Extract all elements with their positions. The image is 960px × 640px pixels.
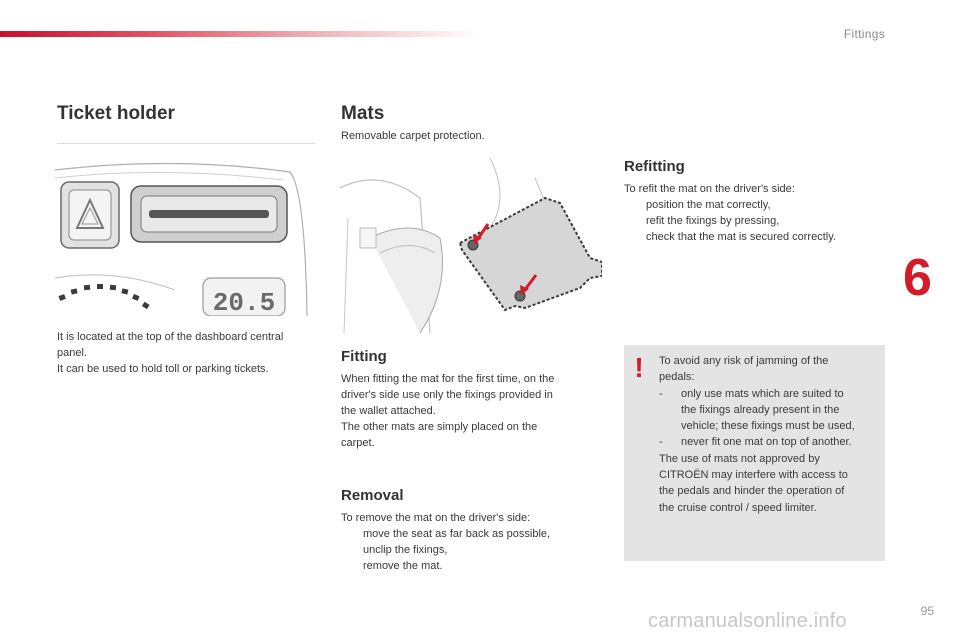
ticket-slot <box>149 210 269 218</box>
refitting-intro: To refit the mat on the driver's side: <box>624 183 795 195</box>
list-item: move the seat as far back as possible, <box>363 528 551 540</box>
refitting-steps <box>624 197 836 245</box>
page-number: 95 <box>920 604 934 618</box>
floor-mat-illustration <box>340 158 602 333</box>
removal-title: Removal <box>341 487 404 504</box>
refitting-title: Refitting <box>624 158 685 175</box>
mats-intro: Removable carpet protection. <box>341 130 485 142</box>
list-item: - never fit one mat on top of another. <box>659 436 852 449</box>
ticket-holder-text: It is located at the top of the dashboard central panel. It can be used to hold toll or parking tickets. <box>57 331 284 375</box>
list-item: remove the mat. <box>363 560 443 572</box>
list-item: position the mat correctly, <box>646 199 771 211</box>
warning-text: To avoid any risk of jamming of the pedals: - only use mats which are suited to the fixings already present in the vehicle; these fixings must be used, - never fit one mat on top of another. The use of mats not approved by CITROËN may interfere with access to the pedals and hinder the operation of the cruise control / speed limiter. <box>659 353 881 516</box>
section-header: Fittings <box>843 27 885 41</box>
list-item: unclip the fixings, <box>363 544 448 556</box>
display-readout: 20.5 <box>212 288 276 316</box>
removal-steps <box>341 526 550 574</box>
header-accent-bar <box>0 31 480 37</box>
watermark: carmanualsonline.info <box>648 610 847 632</box>
list-item: - only use mats which are suited to <box>659 387 844 400</box>
dashboard-ticket-holder-illustration <box>55 160 316 316</box>
list-item: check that the mat is secured correctly. <box>646 231 836 243</box>
list-item: refit the fixings by pressing, <box>646 215 780 227</box>
fitting-text: When fitting the mat for the first time, on the driver's side use only the fixings provided in the wallet attached. The other mats are simply placed on the carpet. <box>341 373 555 449</box>
ticket-holder-title: Ticket holder <box>57 103 175 124</box>
mats-title: Mats <box>341 103 385 124</box>
fitting-title: Fitting <box>341 348 387 365</box>
warning-icon: ! <box>634 352 644 383</box>
chapter-number: 6 <box>903 249 932 307</box>
divider <box>57 143 315 144</box>
removal-intro: To remove the mat on the driver's side: <box>341 512 531 524</box>
